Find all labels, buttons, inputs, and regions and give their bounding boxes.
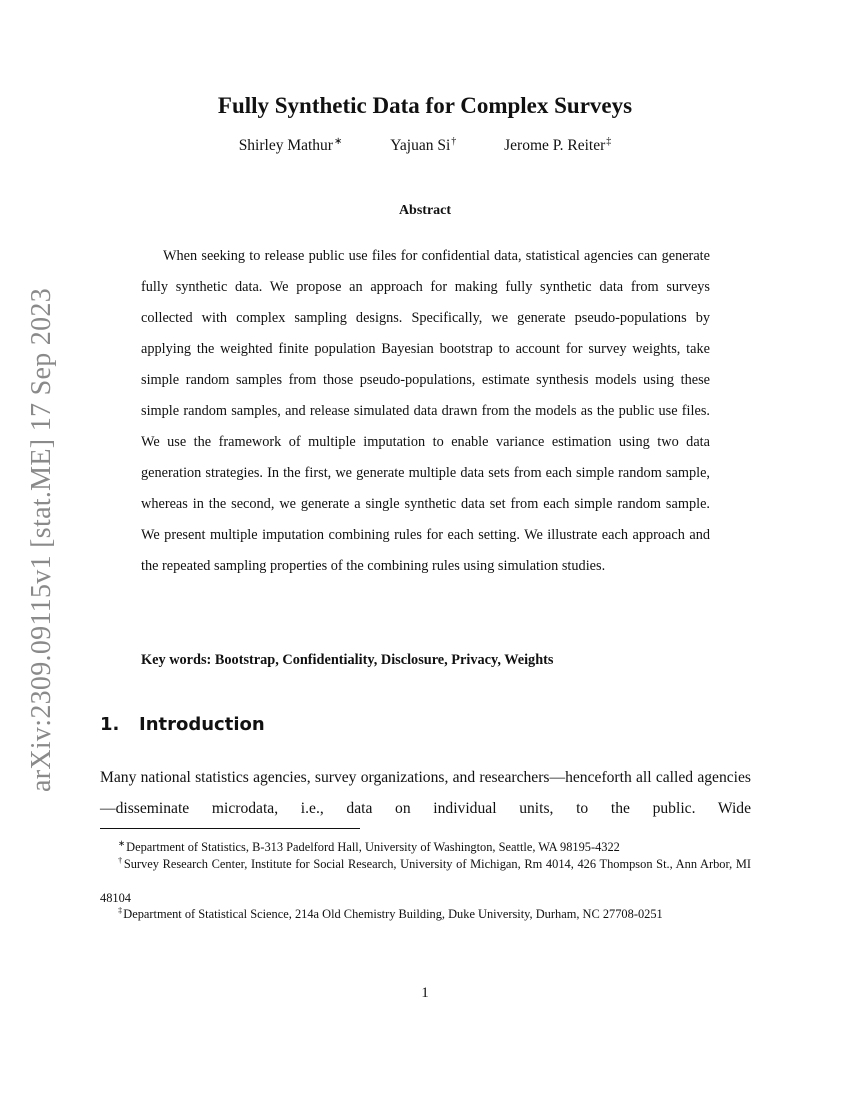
- author-1: [239, 136, 343, 155]
- section-title: Introduction: [139, 714, 265, 735]
- author-affiliation-mark: ‡: [606, 136, 612, 147]
- author-name: Shirley Mathur: [238, 137, 333, 154]
- footnote-mark: †: [118, 855, 123, 865]
- author-2: [390, 136, 456, 155]
- footnote-text: Department of Statistical Science, 214a Old Chemistry Building, Duke University, Durham, NC 27708-0251: [123, 907, 663, 921]
- arxiv-identifier-stamp: arXiv:2309.09115v1 [stat.ME] 17 Sep 2023: [26, 287, 57, 793]
- author-3: [504, 136, 611, 155]
- footnote-text: Department of Statistics, B-313 Padelford Hall, University of Washington, Seattle, WA 98195-4322: [126, 840, 620, 854]
- section-number: 1.: [100, 714, 120, 735]
- footnote-mark: ∗: [118, 838, 126, 848]
- author-affiliation-mark: †: [451, 136, 457, 147]
- abstract-text: When seeking to release public use files for confidential data, statistical agencies can generate fully synthetic data. We propose an approach for making fully synthetic data from surveys collected with complex sampling designs. Specifically, we generate pseudo-populations by applying the weighted finite population Bayesian bootstrap to account for survey weights, take simple random samples from those pseudo-populations, estimate synthesis models using these simple random samples, and release simulated data drawn from the models as the public use files. We use the framework of multiple imputation to enable variance estimation using two data generation strategies. In the first, we generate multiple data sets from each simple random sample, whereas in the second, we generate a single synthetic data set from each simple random sample. We present multiple imputation combining rules for each setting. We illustrate each approach and the repeated sampling properties of the combining rules using simulation studies.: [141, 248, 710, 574]
- author-list: [0, 136, 850, 155]
- section-heading: [100, 714, 265, 735]
- introduction-paragraph: Many national statistics agencies, survey organizations, and researchers—henceforth all called agencies—disseminate microdata, i.e., data on individual units, to the public. Wide: [100, 769, 751, 817]
- author-name: Jerome P. Reiter: [504, 137, 606, 154]
- paper-title: Fully Synthetic Data for Complex Surveys: [217, 93, 633, 118]
- author-name: Yajuan Si: [390, 137, 451, 154]
- author-affiliation-mark: ∗: [333, 136, 343, 147]
- footnote-text: Survey Research Center, Institute for Social Research, University of Michigan, Rm 4014, 426 Thompson St., Ann Arbor, MI 48104: [100, 857, 752, 905]
- page-number: 1: [421, 985, 429, 1001]
- keywords-line: Key words: Bootstrap, Confidentiality, Disclosure, Privacy, Weights: [141, 652, 554, 668]
- footnote-3: [100, 893, 751, 931]
- footnote-mark: ‡: [118, 905, 123, 915]
- abstract-heading: Abstract: [398, 203, 452, 218]
